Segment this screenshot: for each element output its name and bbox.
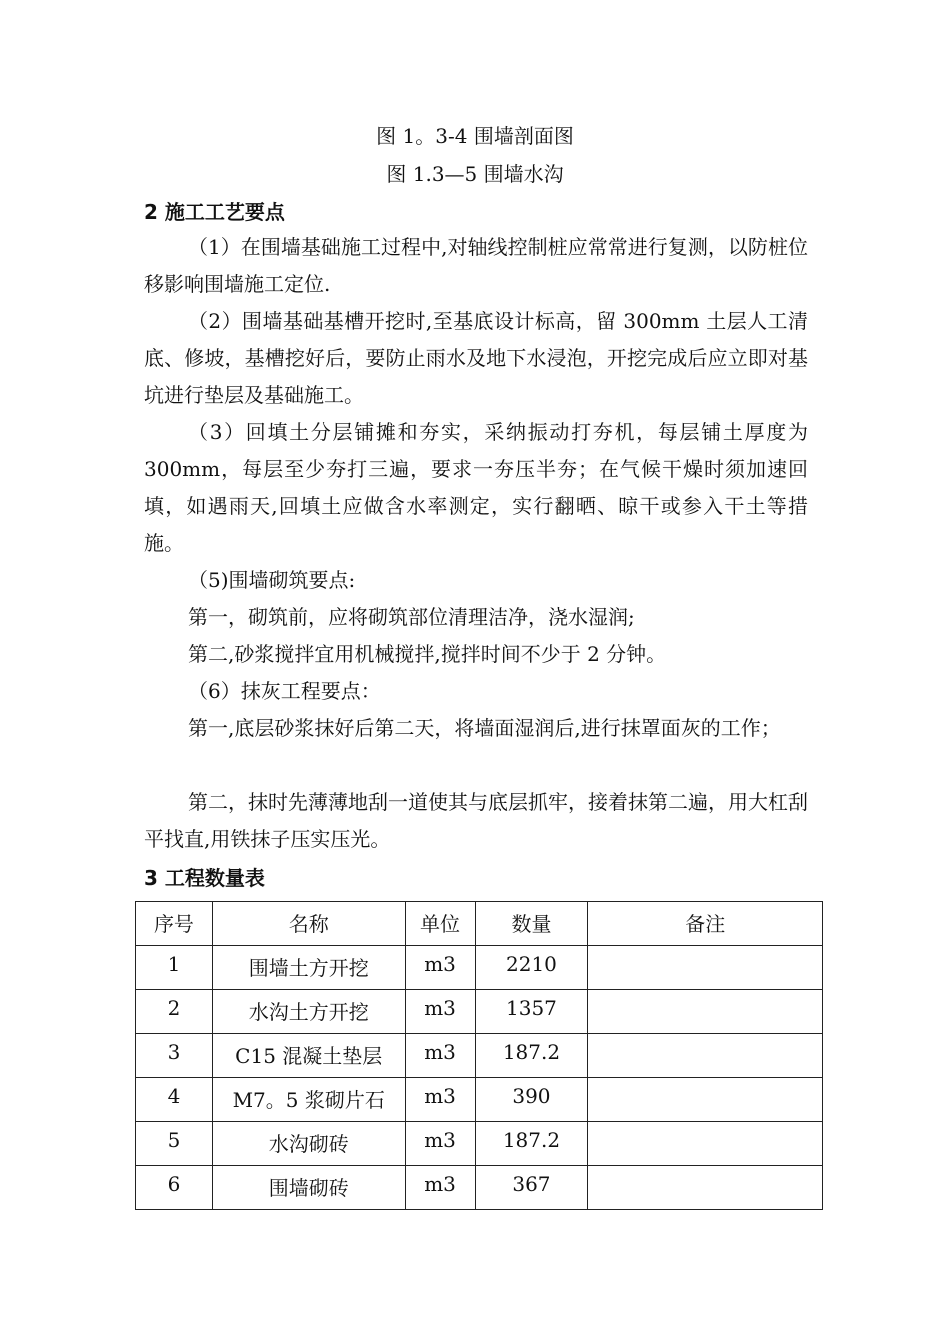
cell-index: 1 bbox=[136, 946, 213, 990]
column-header-quantity: 数量 bbox=[475, 902, 588, 946]
paragraph-3: （3）回填土分层铺摊和夯实，采纳振动打夯机，每层铺土厚度为 300mm，每层至少夯打三遍，要求一夯压半夯；在气候干燥时须加速回填，如遇雨天,回填土应做含水率测定，实行翻晒、晾干或参入干土等措施。 bbox=[144, 420, 808, 555]
paragraph-2: （2）围墙基础基槽开挖时,至基底设计标高，留 300mm 土层人工清底、修坡，基槽挖好后，要防止雨水及地下水浸泡，开挖完成后应立即对基坑进行垫层及基础施工。 bbox=[144, 309, 808, 407]
cell-quantity: 367 bbox=[475, 1166, 588, 1210]
cell-unit: m3 bbox=[405, 1078, 475, 1122]
table-row bbox=[136, 1122, 823, 1166]
cell-index: 5 bbox=[136, 1122, 213, 1166]
quantity-table bbox=[135, 901, 823, 1210]
paragraph-plaster-second: 第二，抹时先薄薄地刮一道使其与底层抓牢，接着抹第二遍，用大杠刮平找直,用铁抹子压实压光。 bbox=[144, 790, 808, 851]
cell-remarks bbox=[588, 1078, 823, 1122]
cell-remarks bbox=[588, 1034, 823, 1078]
cell-remarks bbox=[588, 946, 823, 990]
cell-name: 围墙砌砖 bbox=[212, 1166, 405, 1210]
cell-remarks bbox=[588, 1122, 823, 1166]
cell-remarks bbox=[588, 990, 823, 1034]
column-header-index: 序号 bbox=[136, 902, 213, 946]
cell-quantity: 187.2 bbox=[475, 1034, 588, 1078]
table-row bbox=[136, 946, 823, 990]
paragraph-1: （1）在围墙基础施工过程中,对轴线控制桩应常常进行复测，以防桩位移影响围墙施工定位. bbox=[144, 235, 808, 296]
cell-unit: m3 bbox=[405, 946, 475, 990]
cell-quantity: 1357 bbox=[475, 990, 588, 1034]
cell-quantity: 2210 bbox=[475, 946, 588, 990]
cell-unit: m3 bbox=[405, 1034, 475, 1078]
cell-index: 6 bbox=[136, 1166, 213, 1210]
column-header-remarks: 备注 bbox=[588, 902, 823, 946]
table-row bbox=[136, 1078, 823, 1122]
cell-name: 围墙土方开挖 bbox=[212, 946, 405, 990]
paragraph-masonry-first: 第一，砌筑前，应将砌筑部位清理洁净，浇水湿润; bbox=[188, 605, 635, 629]
paragraph-masonry-second: 第二,砂浆搅拌宜用机械搅拌,搅拌时间不少于 2 分钟。 bbox=[188, 642, 667, 666]
table-header-row bbox=[136, 902, 823, 946]
paragraph-plaster-heading: （6）抹灰工程要点： bbox=[188, 679, 381, 703]
cell-remarks bbox=[588, 1166, 823, 1210]
cell-index: 4 bbox=[136, 1078, 213, 1122]
paragraph-plaster-first: 第一,底层砂浆抹好后第二天，将墙面湿润后,进行抹罩面灰的工作； bbox=[188, 716, 781, 740]
column-header-unit: 单位 bbox=[405, 902, 475, 946]
cell-quantity: 187.2 bbox=[475, 1122, 588, 1166]
cell-unit: m3 bbox=[405, 990, 475, 1034]
cell-index: 2 bbox=[136, 990, 213, 1034]
figure-caption-wall-ditch: 图 1.3—5 围墙水沟 bbox=[386, 162, 564, 186]
cell-unit: m3 bbox=[405, 1166, 475, 1210]
figure-caption-wall-section: 图 1。3-4 围墙剖面图 bbox=[376, 124, 574, 148]
column-header-name: 名称 bbox=[212, 902, 405, 946]
table-row bbox=[136, 1166, 823, 1210]
cell-unit: m3 bbox=[405, 1122, 475, 1166]
cell-name: 水沟土方开挖 bbox=[212, 990, 405, 1034]
cell-name: M7。5 浆砌片石 bbox=[212, 1078, 405, 1122]
section-heading-construction-points: 2 施工工艺要点 bbox=[144, 200, 285, 224]
cell-quantity: 390 bbox=[475, 1078, 588, 1122]
cell-name: 水沟砌砖 bbox=[212, 1122, 405, 1166]
table-row bbox=[136, 990, 823, 1034]
paragraph-masonry-heading: （5)围墙砌筑要点: bbox=[188, 568, 356, 592]
cell-name: C15 混凝土垫层 bbox=[212, 1034, 405, 1078]
table-row bbox=[136, 1034, 823, 1078]
section-heading-quantity-table: 3 工程数量表 bbox=[144, 866, 265, 890]
cell-index: 3 bbox=[136, 1034, 213, 1078]
